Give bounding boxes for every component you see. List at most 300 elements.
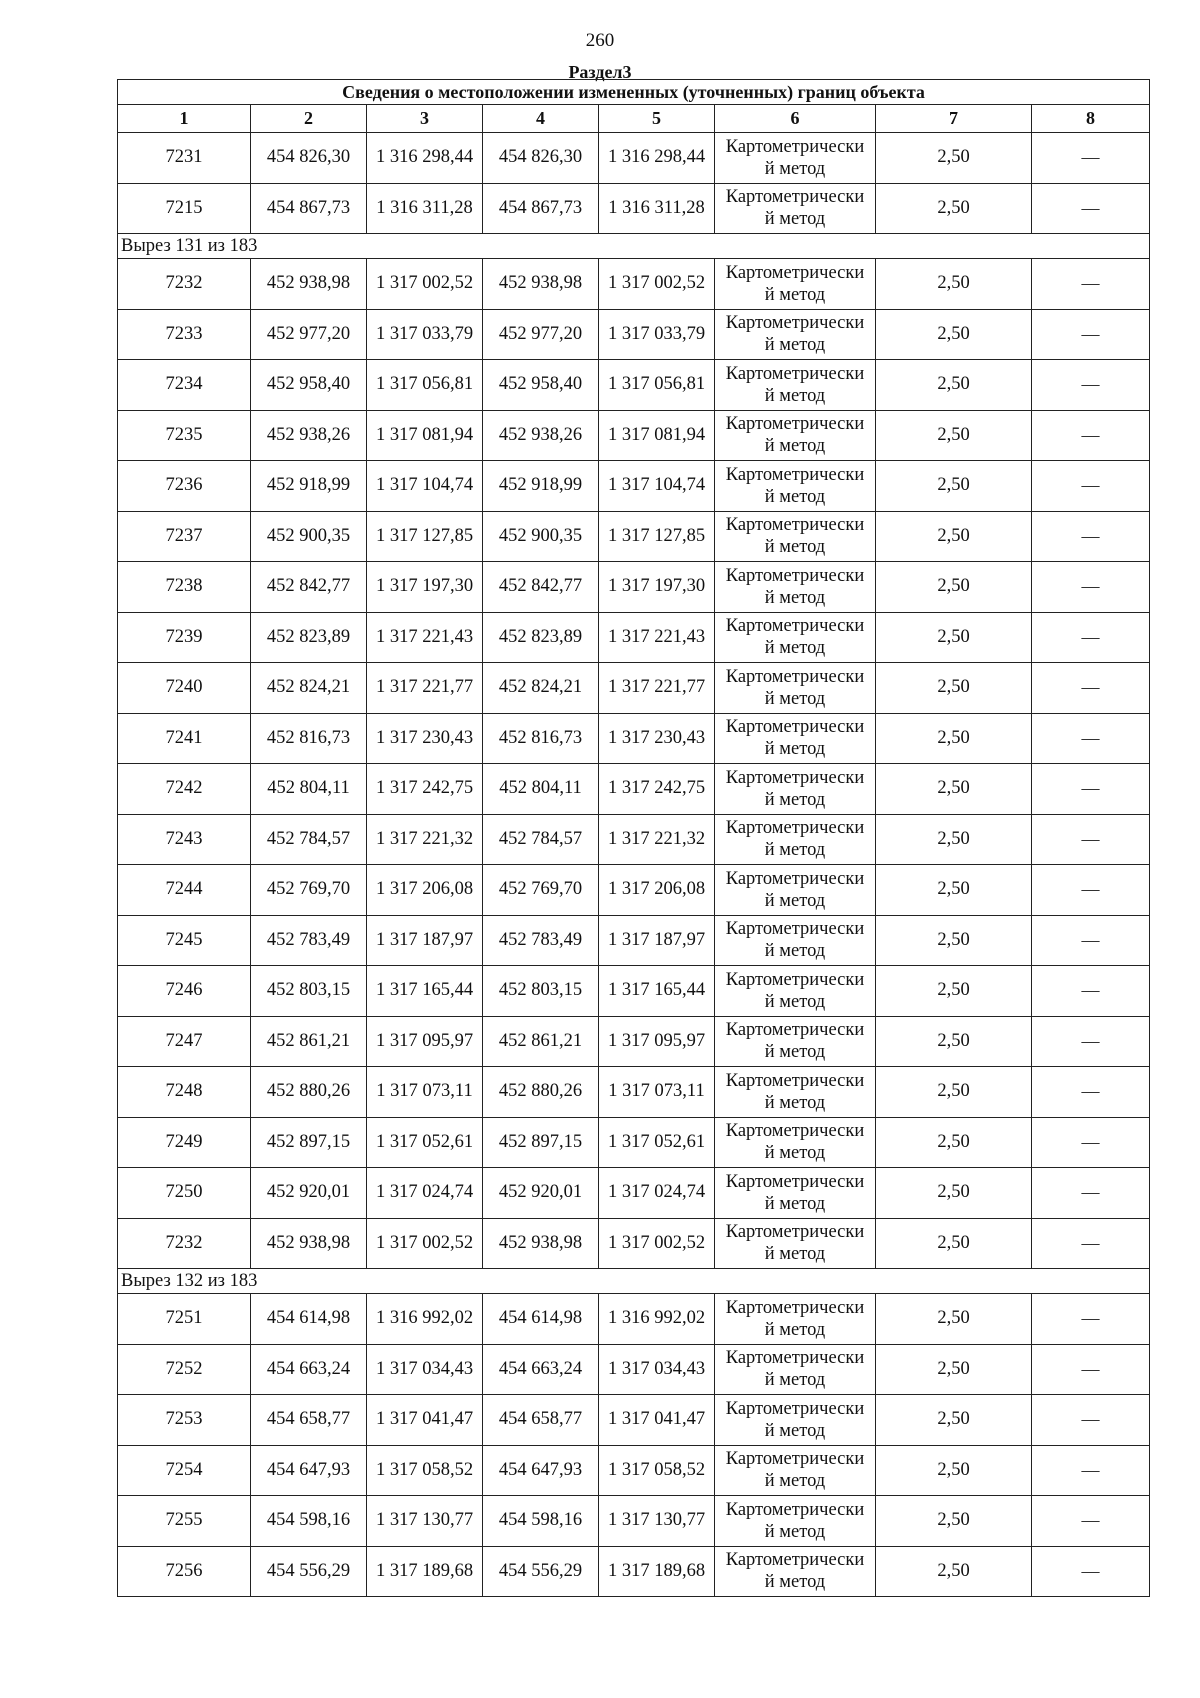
table-row xyxy=(118,1445,1150,1496)
x-coordinate-old: 454 826,30 xyxy=(251,133,367,184)
description-value: — xyxy=(1032,1117,1150,1168)
point-number: 7239 xyxy=(118,612,251,663)
method-text: й метод xyxy=(764,638,826,659)
y-coordinate-old: 1 317 081,94 xyxy=(367,410,483,461)
y-coordinate-old: 1 317 165,44 xyxy=(367,966,483,1017)
table-row xyxy=(118,1395,1150,1446)
y-coordinate-old: 1 317 095,97 xyxy=(367,1016,483,1067)
x-coordinate-new: 452 861,21 xyxy=(483,1016,599,1067)
method-text: й метод xyxy=(764,840,826,861)
table-row xyxy=(118,663,1150,714)
method-text: Картометрически xyxy=(725,1121,865,1142)
point-number: 7253 xyxy=(118,1395,251,1446)
description-value: — xyxy=(1032,259,1150,310)
description-value: — xyxy=(1032,915,1150,966)
table-row xyxy=(118,814,1150,865)
y-coordinate-new: 1 317 034,43 xyxy=(599,1344,715,1395)
x-coordinate-new: 452 900,35 xyxy=(483,511,599,562)
table-row xyxy=(118,461,1150,512)
method-cell xyxy=(715,1016,876,1067)
method-cell xyxy=(715,1344,876,1395)
table-row xyxy=(118,360,1150,411)
y-coordinate-old: 1 317 002,52 xyxy=(367,1218,483,1269)
point-number: 7245 xyxy=(118,915,251,966)
method-text: Картометрически xyxy=(725,187,865,208)
point-number: 7238 xyxy=(118,562,251,613)
accuracy-value: 2,50 xyxy=(876,865,1032,916)
point-number: 7215 xyxy=(118,183,251,234)
method-text: й метод xyxy=(764,1042,826,1063)
method-cell xyxy=(715,309,876,360)
point-number: 7255 xyxy=(118,1496,251,1547)
column-header: 2 xyxy=(251,105,367,133)
point-number: 7243 xyxy=(118,814,251,865)
method-text: й метод xyxy=(764,1092,826,1113)
y-coordinate-old: 1 317 221,43 xyxy=(367,612,483,663)
description-value: — xyxy=(1032,461,1150,512)
table-row xyxy=(118,915,1150,966)
method-text: Картометрически xyxy=(725,464,865,485)
x-coordinate-old: 452 900,35 xyxy=(251,511,367,562)
y-coordinate-old: 1 317 221,77 xyxy=(367,663,483,714)
method-cell xyxy=(715,663,876,714)
description-value: — xyxy=(1032,1496,1150,1547)
method-cell xyxy=(715,461,876,512)
y-coordinate-old: 1 317 242,75 xyxy=(367,764,483,815)
y-coordinate-new: 1 317 073,11 xyxy=(599,1067,715,1118)
accuracy-value: 2,50 xyxy=(876,562,1032,613)
method-text: й метод xyxy=(764,1193,826,1214)
method-cell xyxy=(715,1445,876,1496)
accuracy-value: 2,50 xyxy=(876,1546,1032,1597)
description-value: — xyxy=(1032,612,1150,663)
table-row xyxy=(118,1546,1150,1597)
description-value: — xyxy=(1032,309,1150,360)
point-number: 7232 xyxy=(118,259,251,310)
y-coordinate-new: 1 317 024,74 xyxy=(599,1168,715,1219)
method-text: Картометрически xyxy=(725,414,865,435)
x-coordinate-old: 452 804,11 xyxy=(251,764,367,815)
method-text: й метод xyxy=(764,1420,826,1441)
method-text: Картометрически xyxy=(725,717,865,738)
method-cell xyxy=(715,360,876,411)
method-text: Картометрически xyxy=(725,565,865,586)
point-number: 7256 xyxy=(118,1546,251,1597)
column-header: 8 xyxy=(1032,105,1150,133)
point-number: 7251 xyxy=(118,1294,251,1345)
method-text: Картометрически xyxy=(725,818,865,839)
accuracy-value: 2,50 xyxy=(876,1117,1032,1168)
table-row xyxy=(118,1016,1150,1067)
method-text: й метод xyxy=(764,688,826,709)
method-text: й метод xyxy=(764,1471,826,1492)
method-text: Картометрически xyxy=(725,1070,865,1091)
y-coordinate-new: 1 317 221,43 xyxy=(599,612,715,663)
column-header: 6 xyxy=(715,105,876,133)
x-coordinate-old: 452 938,98 xyxy=(251,259,367,310)
accuracy-value: 2,50 xyxy=(876,1344,1032,1395)
description-value: — xyxy=(1032,1395,1150,1446)
accuracy-value: 2,50 xyxy=(876,133,1032,184)
description-value: — xyxy=(1032,1218,1150,1269)
x-coordinate-old: 454 867,73 xyxy=(251,183,367,234)
method-text: й метод xyxy=(764,1319,826,1340)
method-cell xyxy=(715,612,876,663)
x-coordinate-old: 452 803,15 xyxy=(251,966,367,1017)
method-text: Картометрически xyxy=(725,1550,865,1571)
description-value: — xyxy=(1032,410,1150,461)
point-number: 7237 xyxy=(118,511,251,562)
point-number: 7247 xyxy=(118,1016,251,1067)
method-text: Картометрически xyxy=(725,919,865,940)
x-coordinate-new: 452 769,70 xyxy=(483,865,599,916)
method-text: Картометрически xyxy=(725,1398,865,1419)
description-value: — xyxy=(1032,966,1150,1017)
accuracy-value: 2,50 xyxy=(876,183,1032,234)
y-coordinate-new: 1 316 992,02 xyxy=(599,1294,715,1345)
table-row xyxy=(118,410,1150,461)
method-text: Картометрически xyxy=(725,515,865,536)
x-coordinate-new: 452 977,20 xyxy=(483,309,599,360)
y-coordinate-old: 1 317 002,52 xyxy=(367,259,483,310)
x-coordinate-new: 454 598,16 xyxy=(483,1496,599,1547)
x-coordinate-new: 454 663,24 xyxy=(483,1344,599,1395)
y-coordinate-new: 1 317 041,47 xyxy=(599,1395,715,1446)
x-coordinate-new: 454 556,29 xyxy=(483,1546,599,1597)
description-value: — xyxy=(1032,764,1150,815)
description-value: — xyxy=(1032,1067,1150,1118)
x-coordinate-old: 452 784,57 xyxy=(251,814,367,865)
table-caption-row xyxy=(118,80,1150,105)
method-text: Картометрически xyxy=(725,1171,865,1192)
x-coordinate-old: 454 658,77 xyxy=(251,1395,367,1446)
method-cell xyxy=(715,1117,876,1168)
accuracy-value: 2,50 xyxy=(876,1395,1032,1446)
x-coordinate-old: 452 816,73 xyxy=(251,713,367,764)
description-value: — xyxy=(1032,1168,1150,1219)
accuracy-value: 2,50 xyxy=(876,511,1032,562)
method-cell xyxy=(715,814,876,865)
table-row xyxy=(118,1294,1150,1345)
x-coordinate-new: 454 826,30 xyxy=(483,133,599,184)
cutout-label: Вырез 131 из 183 xyxy=(118,234,1150,259)
table-body xyxy=(118,133,1150,1597)
y-coordinate-new: 1 317 242,75 xyxy=(599,764,715,815)
x-coordinate-old: 452 897,15 xyxy=(251,1117,367,1168)
method-text: й метод xyxy=(764,486,826,507)
method-text: й метод xyxy=(764,587,826,608)
description-value: — xyxy=(1032,1546,1150,1597)
method-text: й метод xyxy=(764,158,826,179)
accuracy-value: 2,50 xyxy=(876,309,1032,360)
cutout-row xyxy=(118,234,1150,259)
table-row xyxy=(118,966,1150,1017)
x-coordinate-old: 454 663,24 xyxy=(251,1344,367,1395)
method-text: Картометрически xyxy=(725,1348,865,1369)
method-text: й метод xyxy=(764,890,826,911)
table-header-row xyxy=(118,105,1150,133)
method-text: Картометрически xyxy=(725,969,865,990)
x-coordinate-new: 452 897,15 xyxy=(483,1117,599,1168)
method-text: Картометрически xyxy=(725,868,865,889)
y-coordinate-old: 1 317 104,74 xyxy=(367,461,483,512)
column-header: 5 xyxy=(599,105,715,133)
x-coordinate-old: 452 783,49 xyxy=(251,915,367,966)
y-coordinate-old: 1 317 073,11 xyxy=(367,1067,483,1118)
method-cell xyxy=(715,1395,876,1446)
accuracy-value: 2,50 xyxy=(876,1168,1032,1219)
section-title: Раздел3 xyxy=(568,62,632,82)
point-number: 7233 xyxy=(118,309,251,360)
accuracy-value: 2,50 xyxy=(876,663,1032,714)
x-coordinate-new: 452 920,01 xyxy=(483,1168,599,1219)
accuracy-value: 2,50 xyxy=(876,1445,1032,1496)
x-coordinate-old: 452 920,01 xyxy=(251,1168,367,1219)
x-coordinate-old: 454 647,93 xyxy=(251,1445,367,1496)
y-coordinate-old: 1 316 992,02 xyxy=(367,1294,483,1345)
point-number: 7241 xyxy=(118,713,251,764)
method-text: й метод xyxy=(764,1521,826,1542)
method-text: Картометрически xyxy=(725,666,865,687)
description-value: — xyxy=(1032,713,1150,764)
x-coordinate-new: 452 803,15 xyxy=(483,966,599,1017)
point-number: 7254 xyxy=(118,1445,251,1496)
description-value: — xyxy=(1032,1344,1150,1395)
x-coordinate-new: 452 783,49 xyxy=(483,915,599,966)
table-row xyxy=(118,309,1150,360)
column-header: 1 xyxy=(118,105,251,133)
x-coordinate-new: 452 824,21 xyxy=(483,663,599,714)
y-coordinate-new: 1 316 311,28 xyxy=(599,183,715,234)
method-cell xyxy=(715,1218,876,1269)
x-coordinate-old: 452 938,26 xyxy=(251,410,367,461)
method-text: й метод xyxy=(764,1143,826,1164)
x-coordinate-old: 452 958,40 xyxy=(251,360,367,411)
column-header: 4 xyxy=(483,105,599,133)
y-coordinate-old: 1 317 041,47 xyxy=(367,1395,483,1446)
method-text: й метод xyxy=(764,537,826,558)
x-coordinate-old: 452 880,26 xyxy=(251,1067,367,1118)
y-coordinate-old: 1 317 206,08 xyxy=(367,865,483,916)
description-value: — xyxy=(1032,814,1150,865)
method-text: й метод xyxy=(764,385,826,406)
description-value: — xyxy=(1032,1016,1150,1067)
method-text: й метод xyxy=(764,941,826,962)
method-text: й метод xyxy=(764,209,826,230)
method-text: Картометрически xyxy=(725,1297,865,1318)
accuracy-value: 2,50 xyxy=(876,1218,1032,1269)
accuracy-value: 2,50 xyxy=(876,713,1032,764)
boundary-coordinates-table xyxy=(117,79,1150,1597)
method-cell xyxy=(715,183,876,234)
x-coordinate-old: 452 918,99 xyxy=(251,461,367,512)
method-cell xyxy=(715,764,876,815)
method-text: Картометрически xyxy=(725,313,865,334)
y-coordinate-old: 1 317 187,97 xyxy=(367,915,483,966)
x-coordinate-old: 454 614,98 xyxy=(251,1294,367,1345)
table-row xyxy=(118,1067,1150,1118)
table-row xyxy=(118,1496,1150,1547)
method-text: й метод xyxy=(764,739,826,760)
x-coordinate-new: 452 938,98 xyxy=(483,259,599,310)
method-cell xyxy=(715,915,876,966)
point-number: 7235 xyxy=(118,410,251,461)
x-coordinate-new: 452 918,99 xyxy=(483,461,599,512)
point-number: 7234 xyxy=(118,360,251,411)
y-coordinate-new: 1 317 197,30 xyxy=(599,562,715,613)
x-coordinate-old: 452 842,77 xyxy=(251,562,367,613)
accuracy-value: 2,50 xyxy=(876,814,1032,865)
accuracy-value: 2,50 xyxy=(876,1016,1032,1067)
x-coordinate-old: 452 977,20 xyxy=(251,309,367,360)
y-coordinate-old: 1 317 197,30 xyxy=(367,562,483,613)
table-row xyxy=(118,764,1150,815)
accuracy-value: 2,50 xyxy=(876,410,1032,461)
point-number: 7252 xyxy=(118,1344,251,1395)
x-coordinate-new: 454 614,98 xyxy=(483,1294,599,1345)
x-coordinate-old: 452 823,89 xyxy=(251,612,367,663)
y-coordinate-new: 1 317 230,43 xyxy=(599,713,715,764)
x-coordinate-old: 454 556,29 xyxy=(251,1546,367,1597)
point-number: 7231 xyxy=(118,133,251,184)
x-coordinate-new: 452 958,40 xyxy=(483,360,599,411)
x-coordinate-old: 454 598,16 xyxy=(251,1496,367,1547)
table-row xyxy=(118,562,1150,613)
x-coordinate-new: 452 816,73 xyxy=(483,713,599,764)
accuracy-value: 2,50 xyxy=(876,612,1032,663)
description-value: — xyxy=(1032,1294,1150,1345)
y-coordinate-new: 1 317 104,74 xyxy=(599,461,715,512)
x-coordinate-old: 452 861,21 xyxy=(251,1016,367,1067)
y-coordinate-old: 1 317 034,43 xyxy=(367,1344,483,1395)
description-value: — xyxy=(1032,562,1150,613)
method-text: Картометрически xyxy=(725,136,865,157)
accuracy-value: 2,50 xyxy=(876,966,1032,1017)
y-coordinate-new: 1 317 095,97 xyxy=(599,1016,715,1067)
x-coordinate-new: 452 784,57 xyxy=(483,814,599,865)
y-coordinate-new: 1 317 052,61 xyxy=(599,1117,715,1168)
method-cell xyxy=(715,133,876,184)
cutout-row xyxy=(118,1269,1150,1294)
method-text: й метод xyxy=(764,1244,826,1265)
method-cell xyxy=(715,410,876,461)
y-coordinate-new: 1 317 187,97 xyxy=(599,915,715,966)
method-text: й метод xyxy=(764,335,826,356)
table-row xyxy=(118,259,1150,310)
method-cell xyxy=(715,1546,876,1597)
y-coordinate-old: 1 317 024,74 xyxy=(367,1168,483,1219)
page-number: 260 xyxy=(585,30,615,51)
accuracy-value: 2,50 xyxy=(876,764,1032,815)
accuracy-value: 2,50 xyxy=(876,1294,1032,1345)
table-row xyxy=(118,713,1150,764)
table-row xyxy=(118,612,1150,663)
method-text: Картометрически xyxy=(725,262,865,283)
accuracy-value: 2,50 xyxy=(876,915,1032,966)
table-caption: Сведения о местоположении измененных (уточненных) границ объекта xyxy=(118,80,1150,105)
method-text: й метод xyxy=(764,789,826,810)
method-cell xyxy=(715,713,876,764)
point-number: 7249 xyxy=(118,1117,251,1168)
method-cell xyxy=(715,1067,876,1118)
y-coordinate-new: 1 317 165,44 xyxy=(599,966,715,1017)
y-coordinate-new: 1 317 189,68 xyxy=(599,1546,715,1597)
accuracy-value: 2,50 xyxy=(876,461,1032,512)
y-coordinate-old: 1 317 056,81 xyxy=(367,360,483,411)
description-value: — xyxy=(1032,360,1150,411)
y-coordinate-new: 1 317 221,32 xyxy=(599,814,715,865)
y-coordinate-new: 1 317 002,52 xyxy=(599,259,715,310)
y-coordinate-new: 1 317 033,79 xyxy=(599,309,715,360)
y-coordinate-old: 1 317 189,68 xyxy=(367,1546,483,1597)
method-cell xyxy=(715,259,876,310)
y-coordinate-old: 1 317 058,52 xyxy=(367,1445,483,1496)
y-coordinate-new: 1 317 002,52 xyxy=(599,1218,715,1269)
y-coordinate-old: 1 317 230,43 xyxy=(367,713,483,764)
point-number: 7246 xyxy=(118,966,251,1017)
point-number: 7240 xyxy=(118,663,251,714)
description-value: — xyxy=(1032,865,1150,916)
column-header: 3 xyxy=(367,105,483,133)
x-coordinate-new: 454 867,73 xyxy=(483,183,599,234)
table-row xyxy=(118,1344,1150,1395)
method-text: й метод xyxy=(764,991,826,1012)
accuracy-value: 2,50 xyxy=(876,259,1032,310)
y-coordinate-old: 1 317 052,61 xyxy=(367,1117,483,1168)
table-row xyxy=(118,133,1150,184)
table-row xyxy=(118,1218,1150,1269)
method-text: й метод xyxy=(764,284,826,305)
point-number: 7236 xyxy=(118,461,251,512)
x-coordinate-old: 452 824,21 xyxy=(251,663,367,714)
y-coordinate-old: 1 317 221,32 xyxy=(367,814,483,865)
x-coordinate-old: 452 769,70 xyxy=(251,865,367,916)
y-coordinate-new: 1 317 221,77 xyxy=(599,663,715,714)
accuracy-value: 2,50 xyxy=(876,1067,1032,1118)
method-text: Картометрически xyxy=(725,616,865,637)
y-coordinate-old: 1 316 298,44 xyxy=(367,133,483,184)
accuracy-value: 2,50 xyxy=(876,1496,1032,1547)
y-coordinate-old: 1 317 130,77 xyxy=(367,1496,483,1547)
x-coordinate-new: 452 804,11 xyxy=(483,764,599,815)
method-cell xyxy=(715,562,876,613)
method-text: Картометрически xyxy=(725,1020,865,1041)
x-coordinate-new: 452 938,98 xyxy=(483,1218,599,1269)
point-number: 7244 xyxy=(118,865,251,916)
method-cell xyxy=(715,1294,876,1345)
x-coordinate-new: 452 880,26 xyxy=(483,1067,599,1118)
x-coordinate-old: 452 938,98 xyxy=(251,1218,367,1269)
y-coordinate-old: 1 317 127,85 xyxy=(367,511,483,562)
table-row xyxy=(118,865,1150,916)
y-coordinate-old: 1 316 311,28 xyxy=(367,183,483,234)
method-cell xyxy=(715,966,876,1017)
method-text: й метод xyxy=(764,436,826,457)
table-row xyxy=(118,1168,1150,1219)
y-coordinate-old: 1 317 033,79 xyxy=(367,309,483,360)
method-text: Картометрически xyxy=(725,1222,865,1243)
method-text: Картометрически xyxy=(725,1499,865,1520)
method-cell xyxy=(715,511,876,562)
y-coordinate-new: 1 317 206,08 xyxy=(599,865,715,916)
method-text: Картометрически xyxy=(725,767,865,788)
method-text: Картометрически xyxy=(725,363,865,384)
method-cell xyxy=(715,1496,876,1547)
y-coordinate-new: 1 317 058,52 xyxy=(599,1445,715,1496)
method-text: й метод xyxy=(764,1572,826,1593)
description-value: — xyxy=(1032,133,1150,184)
x-coordinate-new: 452 842,77 xyxy=(483,562,599,613)
